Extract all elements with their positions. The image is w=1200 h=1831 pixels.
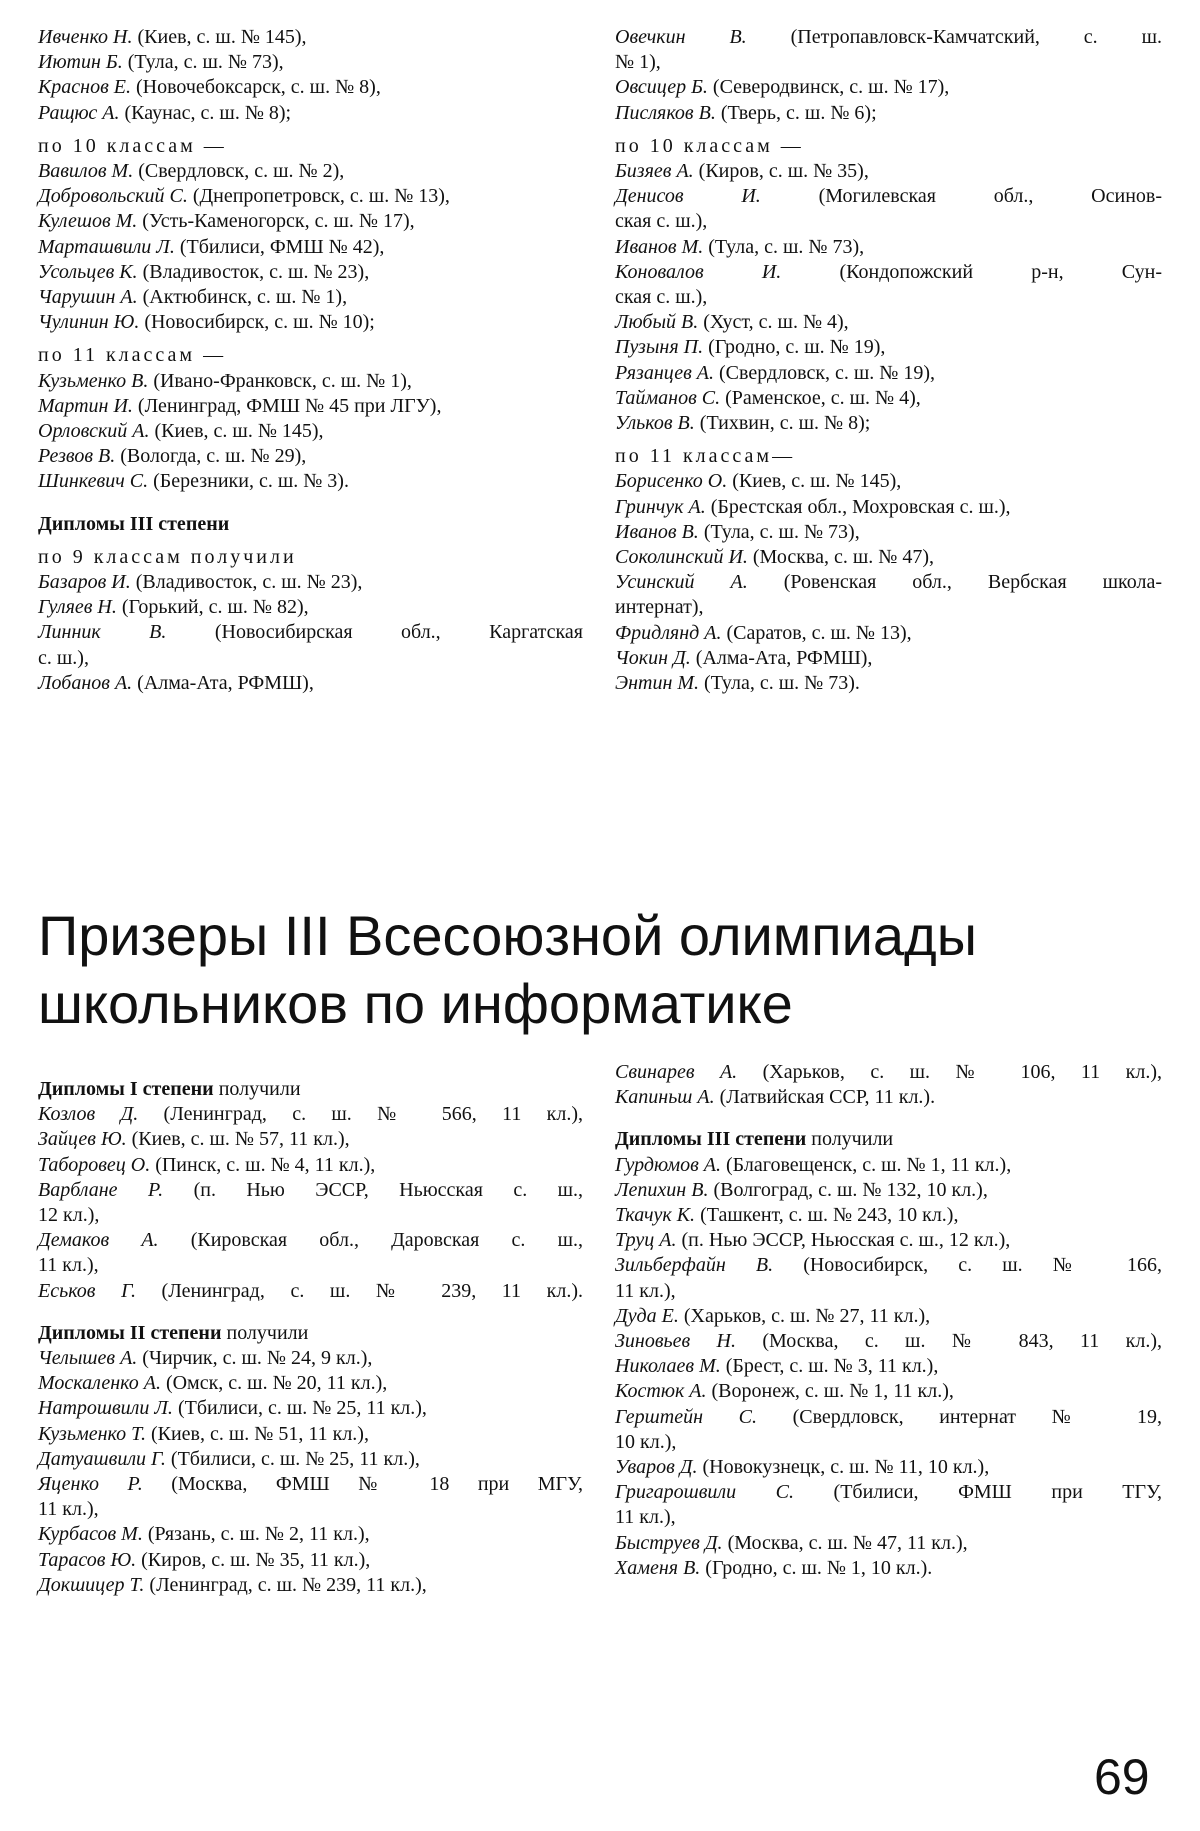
list-item <box>38 50 583 75</box>
list-item <box>615 1279 1162 1304</box>
list-item <box>38 469 583 494</box>
section-heading <box>615 1127 1162 1152</box>
winner-name: Денисов И. <box>615 185 761 208</box>
winner-details: (Новосибирск, с. ш. № 10); <box>139 311 375 334</box>
list-item <box>615 1253 1162 1278</box>
winner-details: (Горький, с. ш. № 82), <box>116 596 309 619</box>
winner-name: Лобанов А. <box>38 671 133 694</box>
winner-name: Уваров Д. <box>615 1456 698 1479</box>
winner-name: Еськов Г. <box>38 1279 136 1302</box>
winner-details: (Ленинград, с. ш. № 566, 11 кл.), <box>138 1103 583 1126</box>
list-item <box>38 1497 583 1522</box>
winner-details: (Северодвинск, с. ш. № 17), <box>707 76 950 99</box>
class-group-heading: по 11 классам— <box>615 445 796 468</box>
winner-name: Усольцев К. <box>38 260 138 283</box>
list-item <box>615 1405 1162 1430</box>
winner-details: (Ленинград, ФМШ № 45 при ЛГУ), <box>132 394 442 417</box>
list-item <box>615 495 1162 520</box>
list-item <box>38 1279 583 1304</box>
winner-name: Чокин Д. <box>615 646 691 669</box>
list-item <box>38 1346 583 1371</box>
section-heading-title: Дипломы I степени <box>38 1078 214 1100</box>
list-item <box>615 1480 1162 1505</box>
list-item <box>615 595 1162 620</box>
list-item <box>615 1153 1162 1178</box>
winner-details: (Брестская обл., Мохровская с. ш.), <box>705 495 1011 518</box>
list-item <box>615 159 1162 184</box>
list-item <box>38 419 583 444</box>
list-item <box>615 671 1162 696</box>
winner-name: Рязанцев А. <box>615 361 715 384</box>
winner-details: (Рязань, с. ш. № 2, 11 кл.), <box>142 1523 370 1546</box>
winner-name: Москаленко А. <box>38 1372 161 1395</box>
list-item <box>38 25 583 50</box>
winner-name: Мартин И. <box>38 394 133 417</box>
list-item <box>615 1430 1162 1455</box>
winner-details: (Москва, с. ш. № 47, 11 кл.), <box>722 1531 968 1554</box>
list-item <box>615 1304 1162 1329</box>
winner-name: Борисенко О. <box>615 470 728 493</box>
winner-name: Демаков А. <box>38 1229 159 1252</box>
list-item <box>615 209 1162 234</box>
winner-details: (Москва, ФМШ № 18 при МГУ, <box>142 1473 584 1496</box>
winner-name: Кузьменко В. <box>38 369 149 392</box>
winner-details: (Петропавловск-Камчатский, с. ш. <box>746 26 1162 48</box>
winner-details: (Киев, с. ш. № 145), <box>727 470 902 493</box>
winner-details: (Киев, с. ш. № 51, 11 кл.), <box>145 1422 369 1445</box>
winner-name: Добровольский С. <box>38 185 188 208</box>
winner-name: Иютин Б. <box>38 51 123 74</box>
list-item <box>615 285 1162 310</box>
list-item <box>615 1505 1162 1530</box>
section-heading-title: Дипломы III степени <box>38 512 230 535</box>
winner-details: (Ташкент, с. ш. № 243, 10 кл.), <box>695 1204 959 1227</box>
winner-details: (Березники, с. ш. № 3). <box>148 470 349 493</box>
winner-name: Таборовец О. <box>38 1153 151 1176</box>
winner-name: Датуашвили Г. <box>38 1447 166 1470</box>
winner-name: Иванов М. <box>615 235 704 258</box>
list-item <box>615 1354 1162 1379</box>
list-item <box>38 1102 583 1127</box>
winner-details: (Латвийская ССР, 11 кл.). <box>714 1086 936 1109</box>
list-item <box>38 1522 583 1547</box>
winner-name: Ращюс А. <box>38 101 120 124</box>
list-item <box>38 285 583 310</box>
winner-name: Гуляев Н. <box>38 596 117 619</box>
winner-details: интернат), <box>615 596 704 619</box>
winner-name: Кузьменко Т. <box>38 1422 146 1445</box>
winner-details: (Тбилиси, с. ш. № 25, 11 кл.), <box>165 1447 420 1470</box>
list-item <box>38 1548 583 1573</box>
winner-details: (Алма-Ата, РФМШ), <box>132 671 314 694</box>
winner-name: Соколинский И. <box>615 546 748 569</box>
section-heading-title: Дипломы II степени <box>38 1321 222 1344</box>
list-item <box>615 361 1162 386</box>
winner-name: Тайманов С. <box>615 386 721 409</box>
list-item <box>38 235 583 260</box>
list-item <box>38 1447 583 1472</box>
winner-details: (Новосибирская обл., Каргатская <box>166 621 583 644</box>
winner-name: Челышев А. <box>38 1347 138 1370</box>
list-item <box>615 646 1162 671</box>
winner-name: Орловский А. <box>38 420 150 443</box>
winner-name: Григарошвили С. <box>615 1481 794 1504</box>
winner-details: (Кондопожский р-н, Сун- <box>781 260 1162 283</box>
winner-details: (Ленинград, с. ш. № 239, 11 кл.). <box>135 1279 583 1302</box>
winner-details: (Алма-Ата, РФМШ), <box>690 646 873 669</box>
winner-details: (Харьков, с. ш. № 27, 11 кл.), <box>678 1304 931 1327</box>
winner-details: (Тула, с. ш. № 73), <box>703 235 865 258</box>
winner-name: Герштейн С. <box>615 1405 757 1428</box>
page-title-line-2: школьников по информатике <box>38 972 793 1035</box>
list-item <box>38 1371 583 1396</box>
list-item <box>38 1573 583 1598</box>
page-number: 69 <box>1094 1749 1150 1805</box>
winner-name: Хаменя В. <box>615 1556 701 1579</box>
bottom-right-column <box>615 1060 1162 1581</box>
winner-details: (Киров, с. ш. № 35, 11 кл.), <box>136 1548 371 1571</box>
list-item <box>38 369 583 394</box>
winner-details: (Владивосток, с. ш. № 23), <box>137 260 370 283</box>
list-item <box>615 520 1162 545</box>
winner-name: Иванов В. <box>615 520 699 543</box>
winner-name: Базаров И. <box>38 571 131 594</box>
top-left-column <box>38 25 583 696</box>
winner-name: Курбасов М. <box>38 1523 143 1546</box>
list-item <box>615 50 1162 75</box>
winner-details: (Хуст, с. ш. № 4), <box>698 311 849 334</box>
section-heading-suffix: получили <box>221 1321 309 1344</box>
class-group-heading: по 11 классам — <box>38 344 227 367</box>
winner-name: Чарушин А. <box>38 286 138 309</box>
winner-details: (Ивано-Франковск, с. ш. № 1), <box>148 369 412 392</box>
winner-details: (Ленинград, с. ш. № 239, 11 кл.), <box>144 1573 427 1596</box>
list-item <box>38 671 583 696</box>
section-heading-suffix: получили <box>806 1128 894 1151</box>
winner-details: (Саратов, с. ш. № 13), <box>721 621 912 644</box>
winner-details: (Актюбинск, с. ш. № 1), <box>137 286 348 309</box>
list-item <box>615 545 1162 570</box>
winner-details: ская с. ш.), <box>615 210 708 233</box>
winner-details: 11 кл.), <box>615 1506 676 1529</box>
winner-name: Быструев Д. <box>615 1531 723 1554</box>
section-heading-suffix: получили <box>213 1078 301 1100</box>
page-title-line-1: Призеры III Всесоюзной олимпиады <box>38 904 977 967</box>
winner-details: (Пинск, с. ш. № 4, 11 кл.), <box>150 1153 376 1176</box>
winner-details: (Тула, с. ш. № 73), <box>698 520 860 543</box>
winner-details: (Омск, с. ш. № 20, 11 кл.), <box>160 1372 388 1395</box>
winner-name: Зильберфайн В. <box>615 1254 774 1277</box>
list-item <box>38 260 583 285</box>
winner-details: (Харьков, с. ш. № 106, 11 кл.), <box>737 1061 1162 1083</box>
winner-name: Энтин М. <box>615 672 700 695</box>
list-item <box>38 394 583 419</box>
winner-name: Чулинин Ю. <box>38 311 140 334</box>
winner-details: (Киев, с. ш. № 57, 11 кл.), <box>126 1128 350 1151</box>
winner-name: Овсицер Б. <box>615 76 708 99</box>
winner-details: (Москва, с. ш. № 843, 11 кл.), <box>735 1330 1162 1353</box>
list-item <box>615 1531 1162 1556</box>
list-item <box>38 184 583 209</box>
winner-name: Марташвили Л. <box>38 235 175 258</box>
winner-details: (п. Нью ЭССР, Ньюсская с. ш., <box>163 1178 583 1201</box>
winner-name: Кулешов М. <box>38 210 138 233</box>
winner-details: (Благовещенск, с. ш. № 1, 11 кл.), <box>721 1153 1012 1176</box>
list-item <box>615 621 1162 646</box>
list-item <box>38 646 583 671</box>
list-item <box>615 1060 1162 1085</box>
winner-details: (Усть-Каменогорск, с. ш. № 17), <box>137 210 415 233</box>
winner-name: Дуда Е. <box>615 1304 679 1327</box>
list-item <box>38 620 583 645</box>
list-item <box>38 209 583 234</box>
list-item <box>38 1472 583 1497</box>
list-item <box>38 595 583 620</box>
winner-name: Зайцев Ю. <box>38 1128 127 1151</box>
section-heading <box>38 1321 583 1346</box>
list-item <box>615 101 1162 126</box>
winner-name: Лепихин В. <box>615 1178 709 1201</box>
winner-name: Шинкевич С. <box>38 470 149 493</box>
winner-details: (п. Нью ЭССР, Ньюсская с. ш., 12 кл.), <box>676 1229 1011 1252</box>
list-item <box>615 386 1162 411</box>
list-item <box>615 75 1162 100</box>
list-item <box>38 310 583 335</box>
winner-name: Писляков В. <box>615 101 716 124</box>
winner-details: (Брест, с. ш. № 3, 11 кл.), <box>720 1355 939 1378</box>
section-heading <box>38 1077 583 1102</box>
list-item <box>615 469 1162 494</box>
winner-name: Варбланe Р. <box>38 1178 164 1201</box>
winner-details: (Свердловск, интернат № 19, <box>756 1405 1162 1428</box>
winner-details: (Тула, с. ш. № 73). <box>699 672 860 695</box>
winner-details: (Владивосток, с. ш. № 23), <box>130 571 363 594</box>
winner-details: (Свердловск, с. ш. № 19), <box>714 361 936 384</box>
list-item <box>38 75 583 100</box>
winner-name: Труц А. <box>615 1229 677 1252</box>
winner-details: с. ш.), <box>38 646 89 669</box>
section-heading <box>38 512 583 537</box>
winner-name: Ткачук К. <box>615 1204 696 1227</box>
winner-details: (Волгоград, с. ш. № 132, 10 кл.), <box>708 1178 988 1201</box>
list-item <box>615 1178 1162 1203</box>
winner-details: (Киров, с. ш. № 35), <box>693 160 869 183</box>
bottom-left-column <box>38 1060 583 1598</box>
winner-name: Пузыня П. <box>615 336 704 359</box>
winner-details: № 1), <box>615 51 661 74</box>
winner-details: (Могилевская обл., Осинов- <box>760 185 1162 208</box>
list-item <box>615 570 1162 595</box>
winner-name: Натрошвили Л. <box>38 1397 173 1420</box>
page-title <box>38 902 1168 1038</box>
winner-details: (Гродно, с. ш. № 19), <box>703 336 886 359</box>
winner-name: Тарасов Ю. <box>38 1548 137 1571</box>
winner-name: Резвов В. <box>38 445 116 468</box>
list-item <box>38 570 583 595</box>
winner-details: (Тбилиси, ФМШ № 42), <box>174 235 385 258</box>
winner-details: (Тбилиси, ФМШ при ТГУ, <box>794 1481 1162 1504</box>
list-item <box>38 1127 583 1152</box>
top-right-column <box>615 25 1162 696</box>
section-heading-title: Дипломы III степени <box>615 1128 807 1151</box>
winner-name: Яценко Р. <box>38 1473 143 1496</box>
winner-details: (Свердловск, с. ш. № 2), <box>133 160 345 183</box>
winner-details: (Новочебоксарск, с. ш. № 8), <box>130 76 381 99</box>
winner-details: (Воронеж, с. ш. № 1, 11 кл.), <box>706 1380 954 1403</box>
winner-details: 10 кл.), <box>615 1430 677 1453</box>
class-group-heading: по 9 классам получили <box>38 545 297 568</box>
winner-name: Гурдюмов А. <box>615 1153 721 1176</box>
list-item <box>615 1085 1162 1110</box>
list-item <box>615 260 1162 285</box>
list-item <box>615 1556 1162 1581</box>
winner-name: Ивченко Н. <box>38 26 133 48</box>
winner-details: (Ровенская обл., Вербская школа- <box>747 571 1162 594</box>
class-group-heading: по 10 классам — <box>38 134 227 157</box>
winner-details: (Новосибирск, с. ш. № 166, <box>773 1254 1163 1277</box>
list-item <box>615 335 1162 360</box>
list-item <box>38 1203 583 1228</box>
winner-details: ская с. ш.), <box>615 286 708 309</box>
winner-details: (Вологда, с. ш. № 29), <box>115 445 307 468</box>
list-item <box>615 1455 1162 1480</box>
winner-details: (Тула, с. ш. № 73), <box>122 51 284 74</box>
winner-details: (Киев, с. ш. № 145), <box>132 26 307 48</box>
list-item <box>38 1253 583 1278</box>
list-item <box>615 184 1162 209</box>
list-item <box>38 101 583 126</box>
winner-name: Гринчук А. <box>615 495 706 518</box>
winner-name: Ульков В. <box>615 412 695 435</box>
winner-details: (Днепропетровск, с. ш. № 13), <box>187 185 450 208</box>
list-item <box>615 1379 1162 1404</box>
winner-name: Линник В. <box>38 621 167 644</box>
winner-details: (Кировская обл., Даровская с. ш., <box>158 1229 584 1252</box>
winner-details: 11 кл.), <box>615 1279 676 1302</box>
list-item <box>615 235 1162 260</box>
list-item <box>615 25 1162 50</box>
class-group-heading: по 10 классам — <box>615 134 804 157</box>
winner-name: Капиньш А. <box>615 1086 715 1109</box>
list-item <box>38 1153 583 1178</box>
winner-name: Усинский А. <box>615 571 748 594</box>
list-item <box>615 411 1162 436</box>
list-item <box>38 444 583 469</box>
winner-name: Бизяев А. <box>615 160 694 183</box>
winner-details: (Каунас, с. ш. № 8); <box>119 101 292 124</box>
winner-name: Костюк А. <box>615 1380 707 1403</box>
winner-name: Вавилов М. <box>38 160 134 183</box>
winner-name: Овечкин В. <box>615 26 747 48</box>
winner-details: (Тихвин, с. ш. № 8); <box>694 412 871 435</box>
winner-details: 11 кл.), <box>38 1254 99 1277</box>
winner-name: Свинарев А. <box>615 1061 738 1083</box>
winner-details: 12 кл.), <box>38 1204 100 1227</box>
winner-details: (Тбилиси, с. ш. № 25, 11 кл.), <box>172 1397 427 1420</box>
winner-name: Коновалов И. <box>615 260 782 283</box>
list-item <box>38 1396 583 1421</box>
list-item <box>615 1203 1162 1228</box>
winner-details: (Новокузнецк, с. ш. № 11, 10 кл.), <box>697 1456 990 1479</box>
winner-details: (Москва, с. ш. № 47), <box>747 546 935 569</box>
winner-details: (Чирчик, с. ш. № 24, 9 кл.), <box>137 1347 373 1370</box>
list-item <box>38 1178 583 1203</box>
winner-name: Козлов Д. <box>38 1103 139 1126</box>
winner-name: Любый В. <box>615 311 699 334</box>
winner-details: (Гродно, с. ш. № 1, 10 кл.). <box>700 1556 933 1579</box>
winner-details: (Тверь, с. ш. № 6); <box>715 101 877 124</box>
list-item <box>615 1228 1162 1253</box>
list-item <box>615 1329 1162 1354</box>
winner-name: Краснов Е. <box>38 76 131 99</box>
list-item <box>615 310 1162 335</box>
winner-name: Фридлянд А. <box>615 621 722 644</box>
winner-name: Зиновьев Н. <box>615 1330 736 1353</box>
winner-details: (Киев, с. ш. № 145), <box>149 420 324 443</box>
winner-name: Николаев М. <box>615 1355 721 1378</box>
list-item <box>38 1422 583 1447</box>
winner-name: Докшицер Т. <box>38 1573 145 1596</box>
winner-details: 11 кл.), <box>38 1498 99 1521</box>
winner-details: (Раменское, с. ш. № 4), <box>720 386 921 409</box>
list-item <box>38 1228 583 1253</box>
list-item <box>38 159 583 184</box>
